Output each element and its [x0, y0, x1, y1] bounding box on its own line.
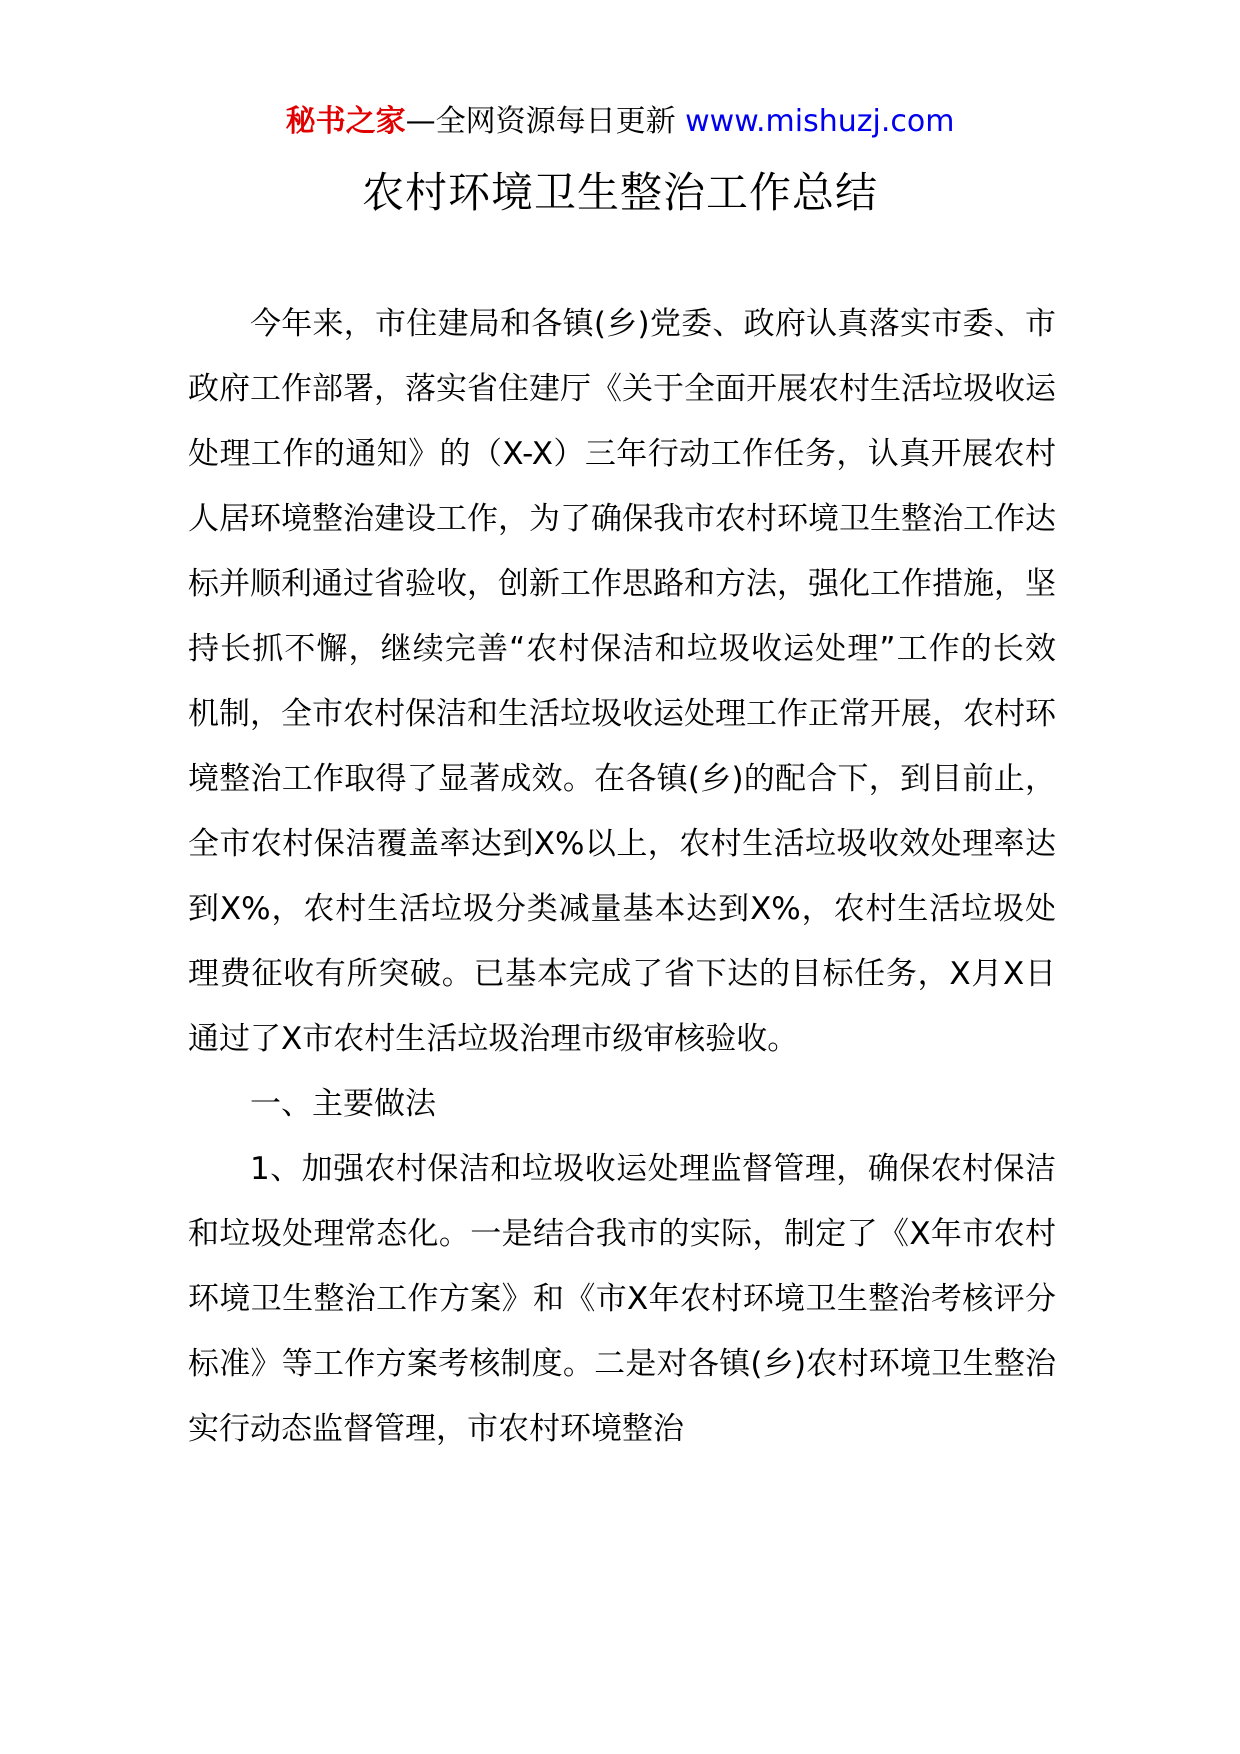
header-banner [0, 100, 1240, 144]
document-body [188, 292, 1056, 1462]
section-heading: 一、主要做法 [250, 1086, 436, 1122]
paragraph-item-1: 1、加强农村保洁和垃圾收运处理监督管理，确保农村保洁和垃圾处理常态化。一是结合我市的实际，制定了《X年市农村环境卫生整治工作方案》和《市X年农村环境卫生整治考核评分标准》等工作方案考核制度。二是对各镇(乡)农村环境卫生整治实行动态监督管理，市农村环境整治 [188, 1151, 1056, 1447]
paragraph-intro: 今年来，市住建局和各镇(乡)党委、政府认真落实市委、市政府工作部署，落实省住建厅《关于全面开展农村生活垃圾收运处理工作的通知》的（X-X）三年行动工作任务，认真开展农村人居环境整治建设工作，为了确保我市农村环境卫生整治工作达标并顺利通过省验收，创新工作思路和方法，强化工作措施，坚持长抓不懈，继续完善“农村保洁和垃圾收运处理”工作的长效机制，全市农村保洁和生活垃圾收运处理工作正常开展，农村环境整治工作取得了显著成效。在各镇(乡)的配合下，到目前止，全市农村保洁覆盖率达到X%以上，农村生活垃圾收效处理率达到X%，农村生活垃圾分类减量基本达到X%，农村生活垃圾处理费征收有所突破。已基本完成了省下达的目标任务，X月X日通过了X市农村生活垃圾治理市级审核验收。 [188, 306, 1056, 1057]
header-tagline: —全网资源每日更新 [405, 104, 676, 139]
site-url-link[interactable]: www.mishuzj.com [685, 104, 955, 139]
brand-name: 秘书之家 [285, 104, 406, 139]
document-title: 农村环境卫生整治工作总结 [361, 168, 878, 217]
